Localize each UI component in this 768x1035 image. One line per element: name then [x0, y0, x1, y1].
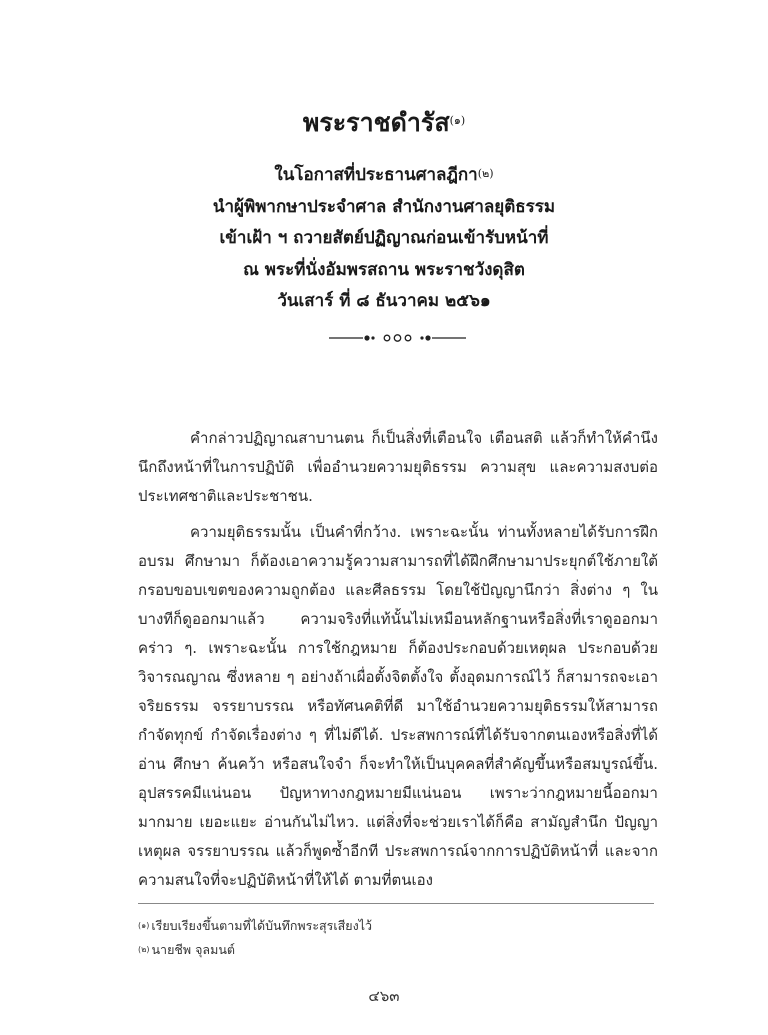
footnote-text: นายชีพ จุลมนต์ — [151, 942, 235, 957]
page-number: ๔๖๓ — [368, 987, 400, 1005]
footnote — [138, 938, 658, 962]
heading-line: เข้าเฝ้า ฯ ถวายสัตย์ปฏิญาณก่อนเข้ารับหน้าที่ — [219, 228, 549, 248]
body-paragraph: คำกล่าวปฏิญาณสาบานตน ก็เป็นสิ่งที่เตือนใจ เตือนสติ แล้วก็ทำให้คำนึงนึกถึงหน้าที่ในการปฏิบัติ เพื่ออำนวยความยุติธรรม ความสุข และความสงบต่อประเทศชาติและประชาชน. — [138, 429, 658, 505]
ornament-divider — [325, 330, 470, 346]
footnote-divider — [138, 903, 654, 904]
title-text: พระราชดำรัส — [302, 108, 450, 137]
footnote-mark: (๒) — [138, 945, 150, 954]
speech-body — [138, 424, 658, 895]
footnote-mark: (๑) — [138, 921, 150, 930]
page-title — [0, 106, 768, 140]
body-paragraph: ความยุติธรรมนั้น เป็นคำที่กว้าง. เพราะฉะนั้น ท่านทั้งหลายได้รับการฝึกอบรม ศึกษามา ก็ต้องเอาความรู้ความสามารถที่ได้ฝึกศึกษามาประยุกต์ใช้ภายใต้กรอบขอบเขตของความถูกต้อง และศีลธรรม โดยใช้ปัญญานึกว่า สิ่งต่าง ๆ ในบางทีก็ดูออกมาแล้ว ความจริงที่แท้นั้นไม่เหมือนหลักฐานหรือสิ่งที่เราดูออกมาคร่าว ๆ. เพราะฉะนั้น การใช้กฎหมาย ก็ต้องประกอบด้วยเหตุผล ประกอบด้วยวิจารณญาณ ซึ่งหลาย ๆ อย่างถ้าเผื่อตั้งจิตตั้งใจ ตั้งอุดมการณ์ไว้ ก็สามารถจะเอาจริยธรรม จรรยาบรรณ หรือทัศนคติที่ดี มาใช้อำนวยความยุติธรรมให้สามารถกำจัดทุกข์ กำจัดเรื่องต่าง ๆ ที่ไม่ดีได้. ประสพการณ์ที่ได้รับจากตนเองหรือสิ่งที่ได้อ่าน ศึกษา ค้นคว้า หรือสนใจจำ ก็จะทำให้เป็นบุคคลที่สำคัญขึ้นหรือสมบูรณ์ขึ้น. อุปสรรคมีแน่นอน ปัญหาทางกฎหมายมีแน่นอน เพราะว่ากฎหมายนี้ออกมามากมาย เยอะแยะ อ่านกันไม่ไหว. แต่สิ่งที่จะช่วยเราได้ก็คือ สามัญสำนึก ปัญญา เหตุผล จรรยาบรรณ แล้วก็พูดซ้ำอีกที ประสพการณ์จากการปฏิบัติหน้าที่ และจากความสนใจที่จะปฏิบัติหน้าที่ให้ได้ ตามที่ตนเอง — [138, 523, 658, 889]
heading-line: วันเสาร์ ที่ ๘ ธันวาคม ๒๕๖๑ — [277, 291, 491, 311]
footnotes — [138, 914, 658, 962]
footnote — [138, 914, 658, 938]
heading-block — [0, 160, 768, 318]
footnote-text: เรียบเรียงขึ้นตามที่ได้บันทึกพระสุรเสียงไว้ — [151, 918, 373, 933]
heading-line: ในโอกาสที่ประธานศาลฎีกา$^{(๒)}$ — [274, 165, 494, 185]
heading-line: นำผู้พิพากษาประจำศาล สำนักงานศาลยุติธรรม — [212, 196, 556, 217]
title-footnote-mark: (๑) — [449, 114, 466, 127]
heading-line: ณ พระที่นั่งอัมพรสถาน พระราชวังดุสิต — [243, 259, 525, 280]
heading-footnote-mark: (๒) — [477, 167, 494, 180]
